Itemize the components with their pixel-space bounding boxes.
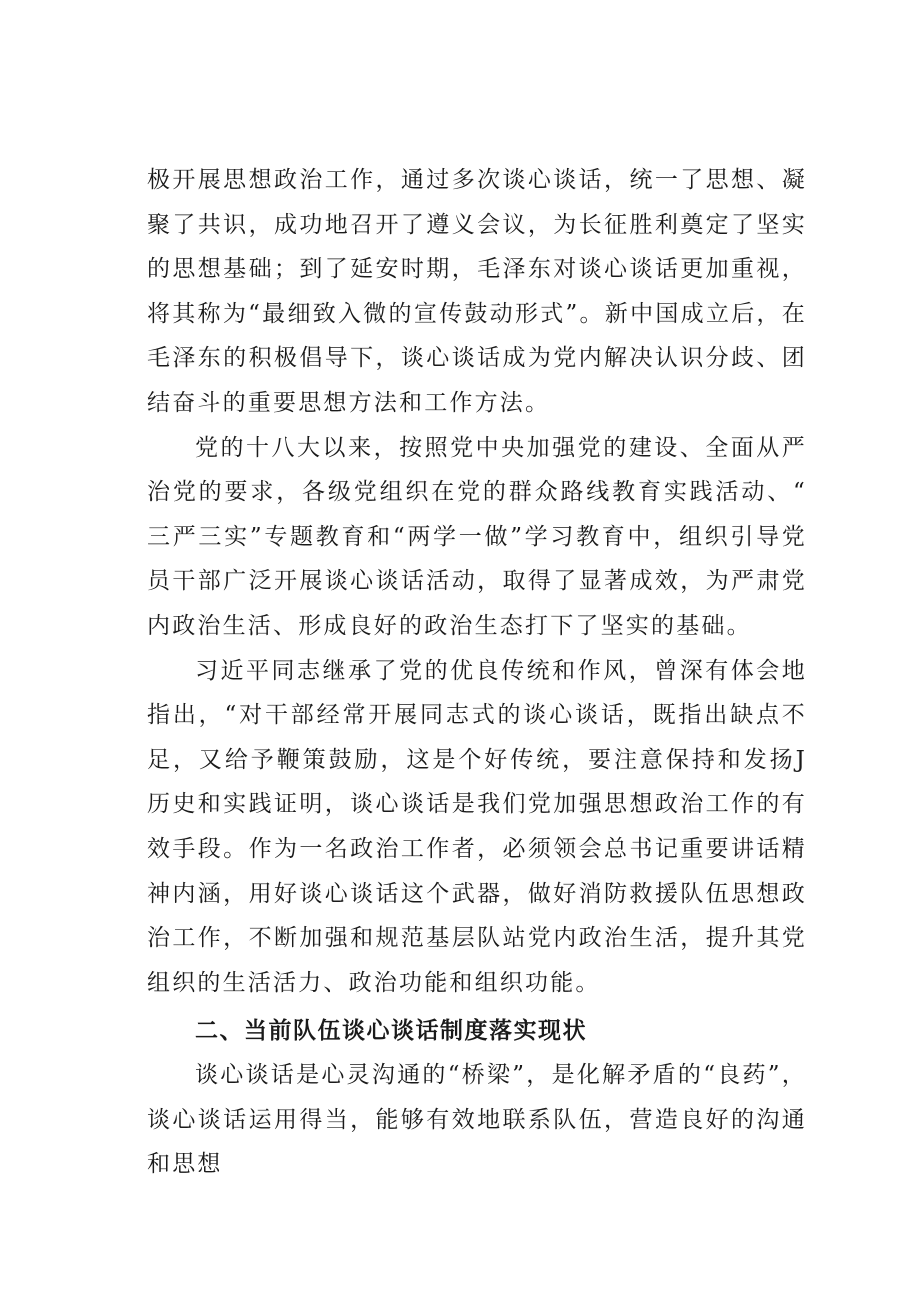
paragraph-eighteenth-congress: 党的十八大以来，按照党中央加强党的建设、全面从严治党的要求，各级党组织在党的群众路线教育实践活动、“三严三实”专题教育和“两学一做”学习教育中，组织引导党员干部广泛开展谈心谈话活动，取得了显著成效，为严肃党内政治生活、形成良好的政治生态打下了坚实的基础。 [147, 434, 807, 639]
section-heading: 二、当前队伍谈心谈话制度落实现状 [195, 1018, 587, 1045]
paragraph-continuation: 极开展思想政治工作，通过多次谈心谈话，统一了思想、凝聚了共识，成功地召开了遵义会议，为长征胜利奠定了坚实的思想基础；到了延安时期，毛泽东对谈心谈话更加重视，将其称为“最细致入微的宣传鼓动形式”。新中国成立后，在毛泽东的积极倡导下，谈心谈话成为党内解决认识分歧、团结奋斗的重要思想方法和工作方法。 [147, 167, 807, 416]
paragraph-closing: 谈心谈话是心灵沟通的“桥梁”，是化解矛盾的“良药”，谈心谈话运用得当，能够有效地联系队伍，营造良好的沟通和思想 [147, 1062, 807, 1178]
document-page [147, 158, 807, 1187]
paragraph-xi-jinping-quote: 习近平同志继承了党的优良传统和作风，曾深有体会地指出，“对干部经常开展同志式的谈心谈话，既指出缺点不足，又给予鞭策鼓励，这是个好传统，要注意保持和发扬J历史和实践证明，谈心谈话是我们党加强思想政治工作的有效手段。作为一名政治工作者，必须领会总书记重要讲话精神内涵，用好谈心谈话这个武器，做好消防救援队伍思想政治工作，不断加强和规范基层队站党内政治生活，提升其党组织的生活活力、政治功能和组织功能。 [147, 657, 807, 996]
